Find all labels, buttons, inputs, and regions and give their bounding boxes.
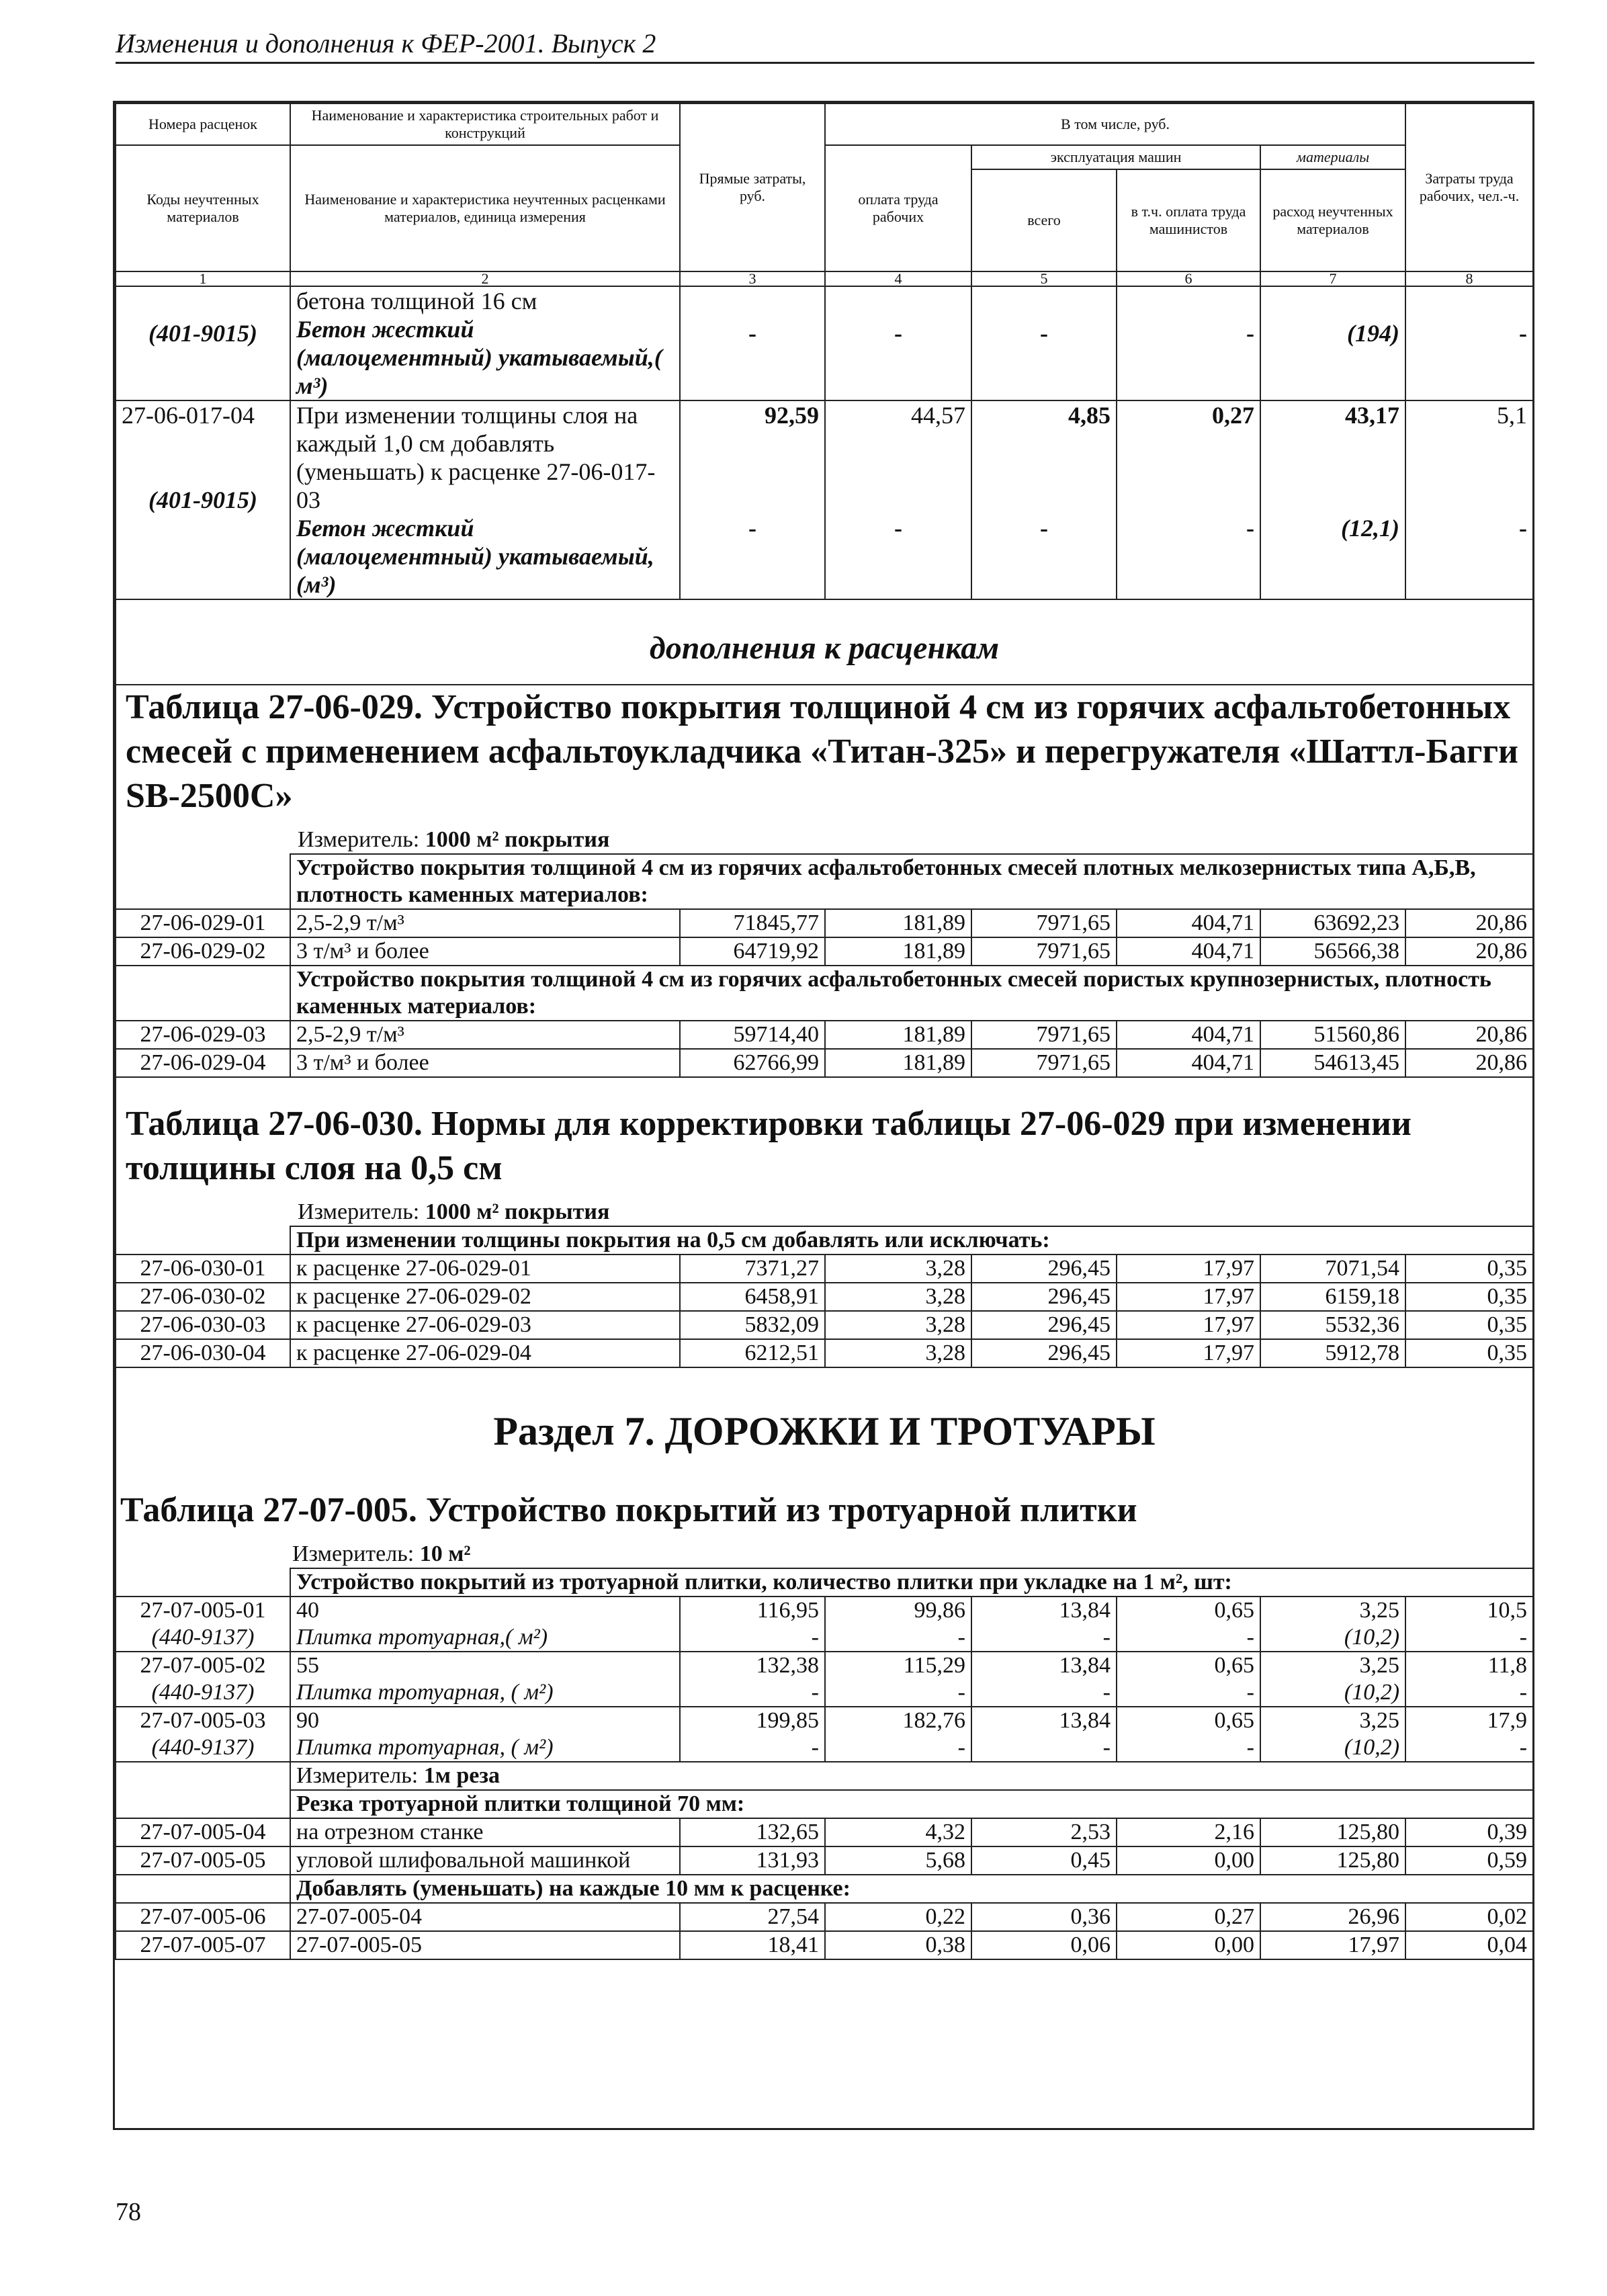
measure2 xyxy=(290,1762,1533,1790)
cell-mach-wages: 404,71 xyxy=(1117,1021,1260,1049)
hdr-labor: Затраты труда рабочих, чел.-ч. xyxy=(1405,103,1533,271)
col-num: 5 xyxy=(971,271,1117,286)
cell-mach: 296,45 xyxy=(971,1283,1117,1311)
cell-materials: (10,2) xyxy=(1260,1734,1405,1762)
cell-direct: 132,38 xyxy=(680,1652,825,1679)
cell-materials: 3,25 xyxy=(1260,1597,1405,1624)
cell-labor: - xyxy=(1405,1734,1533,1762)
page-header xyxy=(116,26,1534,64)
cell-mach: - xyxy=(971,1679,1117,1707)
table-row xyxy=(116,1049,1533,1077)
cell-wages xyxy=(825,400,971,599)
cell-mach: 7971,65 xyxy=(971,1021,1117,1049)
cell-value: 44,57 xyxy=(911,402,965,429)
cell-labor: 0,59 xyxy=(1405,1846,1533,1875)
row-code: 27-06-029-03 xyxy=(116,1021,290,1049)
row-text: 27-07-005-05 xyxy=(290,1931,680,1959)
group-label: Устройство покрытия толщиной 4 см из горячих асфальтобетонных смесей пористых крупнозернистых, плотность каменных материалов: xyxy=(290,966,1533,1021)
row-text: 90 xyxy=(290,1707,680,1734)
t030-caption-row xyxy=(116,1077,1533,1226)
row-code-cell xyxy=(116,400,290,599)
table-row xyxy=(116,1652,1533,1679)
col-num: 2 xyxy=(290,271,680,286)
table-row xyxy=(116,1597,1533,1624)
cell-direct: 199,85 xyxy=(680,1707,825,1734)
hdr-material-codes: Коды неучтенных материалов xyxy=(116,145,290,271)
cell-mach: 296,45 xyxy=(971,1339,1117,1367)
cell-mach: - xyxy=(971,1624,1117,1652)
cell-mach: - xyxy=(971,286,1117,400)
cell-mach-wages: 404,71 xyxy=(1117,937,1260,966)
t029-caption: Таблица 27-06-029. Устройство покрытия толщиной 4 см из горячих асфальтобетонных смесей с применением асфальтоукладчика «Титан-325» и перегружателя «Шаттл-Багги SB-2500C» xyxy=(126,688,1519,815)
cell-mach-wages: 17,97 xyxy=(1117,1255,1260,1283)
cell-materials: 7071,54 xyxy=(1260,1255,1405,1283)
row-material: Бетон жесткий (малоцементный) укатываемый,( м³) xyxy=(296,316,662,399)
cell-mach-wages: 0,27 xyxy=(1117,1903,1260,1931)
row-code: 27-06-030-04 xyxy=(116,1339,290,1367)
row-code: 27-07-005-03 xyxy=(116,1707,290,1734)
hdr-including: В том числе, руб. xyxy=(825,103,1405,145)
cell-wages: 5,68 xyxy=(825,1846,971,1875)
cell-wages: 0,38 xyxy=(825,1931,971,1959)
header-row-1 xyxy=(116,103,1533,145)
row-text: к расценке 27-06-029-01 xyxy=(290,1255,680,1283)
cell-direct: 131,93 xyxy=(680,1846,825,1875)
row-code: (440-9137) xyxy=(116,1624,290,1652)
cell-materials: 5912,78 xyxy=(1260,1339,1405,1367)
row-text: 55 xyxy=(290,1652,680,1679)
cell-mach: 0,45 xyxy=(971,1846,1117,1875)
col-num: 7 xyxy=(1260,271,1405,286)
row-text: к расценке 27-06-029-04 xyxy=(290,1339,680,1367)
cell-direct: 27,54 xyxy=(680,1903,825,1931)
cell-materials xyxy=(1260,400,1405,599)
measure-label: Измеритель: xyxy=(298,827,425,852)
cell-wages: - xyxy=(825,286,971,400)
cell-direct: 132,65 xyxy=(680,1818,825,1846)
table-row xyxy=(116,909,1533,937)
cell-materials: (194) xyxy=(1260,286,1405,400)
cell-labor: 0,02 xyxy=(1405,1903,1533,1931)
table-row xyxy=(116,400,1533,599)
hdr-mat-usage: расход неучтенных материалов xyxy=(1260,169,1405,271)
t029-measure xyxy=(122,822,1527,853)
t005-measure xyxy=(116,1537,1532,1568)
cell-labor: 10,5 xyxy=(1405,1597,1533,1624)
t005-group3 xyxy=(116,1875,1533,1903)
document-frame xyxy=(113,101,1534,2130)
cell-direct: - xyxy=(680,286,825,400)
row-code: 27-07-005-01 xyxy=(116,1597,290,1624)
row-code: 27-07-005-07 xyxy=(116,1931,290,1959)
cell-mach-wages: - xyxy=(1117,286,1260,400)
cell-mach: 0,06 xyxy=(971,1931,1117,1959)
cell-labor: 0,35 xyxy=(1405,1283,1533,1311)
measure-label: Измеритель: xyxy=(292,1541,420,1566)
cell-mach: 13,84 xyxy=(971,1707,1117,1734)
cell-mach xyxy=(971,400,1117,599)
t030-measure xyxy=(122,1195,1527,1226)
subtitle-row xyxy=(116,599,1533,685)
cell-materials: 51560,86 xyxy=(1260,1021,1405,1049)
row-text-cont: бетона толщиной 16 см xyxy=(296,288,537,314)
table-row xyxy=(116,1311,1533,1339)
cell-mach: 296,45 xyxy=(971,1255,1117,1283)
cell-direct: 5832,09 xyxy=(680,1311,825,1339)
cell-value: 5,1 xyxy=(1497,402,1528,429)
cell-direct: 6458,91 xyxy=(680,1283,825,1311)
row-text: 27-07-005-04 xyxy=(290,1903,680,1931)
cell-wages: 3,28 xyxy=(825,1255,971,1283)
t029-group1 xyxy=(116,854,1533,909)
table-row xyxy=(116,1818,1533,1846)
row-text: Плитка тротуарная,( м²) xyxy=(290,1624,680,1652)
cell-value: - xyxy=(1246,515,1254,542)
cell-mach-wages: 17,97 xyxy=(1117,1283,1260,1311)
section-row xyxy=(116,1367,1533,1568)
row-code: 27-06-030-02 xyxy=(116,1283,290,1311)
cell-mach: 13,84 xyxy=(971,1652,1117,1679)
row-text xyxy=(290,400,680,599)
cell-mach: 7971,65 xyxy=(971,937,1117,966)
hdr-name: Наименование и характеристика строительных работ и конструкций xyxy=(290,103,680,145)
cell-direct: - xyxy=(680,1734,825,1762)
row-code: 27-06-029-04 xyxy=(116,1049,290,1077)
cell-value: - xyxy=(748,515,756,542)
cell-wages: - xyxy=(825,1734,971,1762)
cell-value: - xyxy=(1519,515,1528,542)
hdr-mach-wages: в т.ч. оплата труда машинистов xyxy=(1117,169,1260,271)
cell-direct xyxy=(680,400,825,599)
cell-materials: (10,2) xyxy=(1260,1679,1405,1707)
row-text: 2,5-2,9 т/м³ xyxy=(290,909,680,937)
t005-group1 xyxy=(116,1568,1533,1597)
cell-wages: - xyxy=(825,1624,971,1652)
row-code: 27-06-030-01 xyxy=(116,1255,290,1283)
cell-wages: 181,89 xyxy=(825,909,971,937)
cell-value: 4,85 xyxy=(1068,402,1111,429)
row-text: Плитка тротуарная, ( м²) xyxy=(290,1734,680,1762)
col-num: 1 xyxy=(116,271,290,286)
hdr-materials: материалы xyxy=(1260,145,1405,169)
cell-wages: 181,89 xyxy=(825,937,971,966)
row-code: (401-9015) xyxy=(116,286,290,400)
col-num: 3 xyxy=(680,271,825,286)
table-row xyxy=(116,1679,1533,1707)
row-text-main: При изменении толщины слоя на каждый 1,0 см добавлять (уменьшать) к расценке 27-06-017-03 xyxy=(296,402,656,513)
cell-materials: 125,80 xyxy=(1260,1846,1405,1875)
main-table xyxy=(115,103,1534,1960)
t029-caption-row xyxy=(116,685,1533,854)
measure-value: 1000 м² покрытия xyxy=(425,1199,610,1224)
cell-materials: 6159,18 xyxy=(1260,1283,1405,1311)
cell-labor xyxy=(1405,400,1533,599)
t005-caption: Таблица 27-07-005. Устройство покрытий из тротуарной плитки xyxy=(120,1491,1137,1529)
cell-value: 0,27 xyxy=(1212,402,1254,429)
t030-caption-cell xyxy=(116,1077,1533,1226)
section-title: Раздел 7. ДОРОЖКИ И ТРОТУАРЫ xyxy=(493,1409,1156,1453)
cell-materials: 63692,23 xyxy=(1260,909,1405,937)
cell-direct: 116,95 xyxy=(680,1597,825,1624)
t030-group1 xyxy=(116,1226,1533,1255)
cell-wages: 3,28 xyxy=(825,1339,971,1367)
cell-wages: 4,32 xyxy=(825,1818,971,1846)
cell-direct: 64719,92 xyxy=(680,937,825,966)
table-row xyxy=(116,1734,1533,1762)
cell-mach-wages: 0,65 xyxy=(1117,1707,1260,1734)
cell-materials: (10,2) xyxy=(1260,1624,1405,1652)
row-code: 27-06-030-03 xyxy=(116,1311,290,1339)
cell-labor: - xyxy=(1405,1624,1533,1652)
cell-mach: 2,53 xyxy=(971,1818,1117,1846)
row-code: 27-07-005-04 xyxy=(116,1818,290,1846)
cell-direct: - xyxy=(680,1624,825,1652)
cell-mach-wages: 2,16 xyxy=(1117,1818,1260,1846)
column-numbers-row xyxy=(116,271,1533,286)
row-text: 3 т/м³ и более xyxy=(290,937,680,966)
hdr-mach-total: всего xyxy=(971,169,1117,271)
cell-direct: 71845,77 xyxy=(680,909,825,937)
row-text: 3 т/м³ и более xyxy=(290,1049,680,1077)
col-num: 8 xyxy=(1405,271,1533,286)
table-row xyxy=(116,1624,1533,1652)
table-row xyxy=(116,1339,1533,1367)
hdr-material-name: Наименование и характеристика неучтенных расценками материалов, единица измерения xyxy=(290,145,680,271)
hdr-direct-costs: Прямые затраты, руб. xyxy=(680,103,825,271)
table-row xyxy=(116,1846,1533,1875)
cell-mach: 296,45 xyxy=(971,1311,1117,1339)
group-label: При изменении толщины покрытия на 0,5 см добавлять или исключать: xyxy=(290,1226,1533,1255)
cell-mach-wages xyxy=(1117,400,1260,599)
section-cell xyxy=(116,1367,1533,1568)
group-label: Добавлять (уменьшать) на каждые 10 мм к расценке: xyxy=(290,1875,1533,1903)
t005-group2 xyxy=(116,1790,1533,1818)
cell-wages: - xyxy=(825,1679,971,1707)
cell-labor: - xyxy=(1405,286,1533,400)
t029-caption-cell xyxy=(116,685,1533,854)
cell-mach: 13,84 xyxy=(971,1597,1117,1624)
cell-labor: 20,86 xyxy=(1405,909,1533,937)
cell-mach-wages: - xyxy=(1117,1679,1260,1707)
hdr-codes: Номера расценок xyxy=(116,103,290,145)
cell-mach: 7971,65 xyxy=(971,1049,1117,1077)
cell-mach-wages: 404,71 xyxy=(1117,1049,1260,1077)
col-num: 6 xyxy=(1117,271,1260,286)
cell-wages: 3,28 xyxy=(825,1283,971,1311)
cell-wages: 181,89 xyxy=(825,1021,971,1049)
hdr-machines: эксплуатация машин xyxy=(971,145,1260,169)
cell-materials: 54613,45 xyxy=(1260,1049,1405,1077)
measure-value: 1000 м² покрытия xyxy=(425,827,610,852)
cell-labor: 0,35 xyxy=(1405,1339,1533,1367)
cell-value: 43,17 xyxy=(1345,402,1400,429)
header-row-2 xyxy=(116,145,1533,169)
table-row xyxy=(116,1903,1533,1931)
cell-wages: 0,22 xyxy=(825,1903,971,1931)
row-code: 27-06-017-04 xyxy=(122,402,255,429)
t029-group2 xyxy=(116,966,1533,1021)
row-code: 27-06-029-01 xyxy=(116,909,290,937)
row-material: Бетон жесткий (малоцементный) укатываемый, (м³) xyxy=(296,515,654,598)
row-text: угловой шлифовальной машинкой xyxy=(290,1846,680,1875)
cell-materials: 3,25 xyxy=(1260,1707,1405,1734)
row-code: 27-06-029-02 xyxy=(116,937,290,966)
cell-materials: 5532,36 xyxy=(1260,1311,1405,1339)
cell-value: 92,59 xyxy=(765,402,819,429)
group-label: Резка тротуарной плитки толщиной 70 мм: xyxy=(290,1790,1533,1818)
cell-mach-wages: 17,97 xyxy=(1117,1311,1260,1339)
row-text: 40 xyxy=(290,1597,680,1624)
cell-mach-wages: 404,71 xyxy=(1117,909,1260,937)
cell-direct: 7371,27 xyxy=(680,1255,825,1283)
table-row xyxy=(116,286,1533,400)
col-num: 4 xyxy=(825,271,971,286)
subtitle: дополнения к расценкам xyxy=(116,599,1533,685)
row-text: к расценке 27-06-029-02 xyxy=(290,1283,680,1311)
cell-mach: 7971,65 xyxy=(971,909,1117,937)
cell-wages: 99,86 xyxy=(825,1597,971,1624)
measure-label: Измеритель: xyxy=(298,1199,425,1224)
cell-labor: 0,35 xyxy=(1405,1311,1533,1339)
cell-wages: 115,29 xyxy=(825,1652,971,1679)
table-row xyxy=(116,1707,1533,1734)
t030-caption: Таблица 27-06-030. Нормы для корректировки таблицы 27-06-029 при изменении толщины слоя на 0,5 см xyxy=(126,1105,1411,1187)
cell-mach-wages: 0,00 xyxy=(1117,1846,1260,1875)
measure-label: Измеритель: xyxy=(296,1763,424,1788)
group-label: Устройство покрытий из тротуарной плитки, количество плитки при укладке на 1 м², шт: xyxy=(290,1568,1533,1597)
page-number: 78 xyxy=(116,2198,141,2226)
cell-materials: 26,96 xyxy=(1260,1903,1405,1931)
cell-labor: 0,39 xyxy=(1405,1818,1533,1846)
row-text: 2,5-2,9 т/м³ xyxy=(290,1021,680,1049)
cell-labor: 0,35 xyxy=(1405,1255,1533,1283)
group-label: Устройство покрытия толщиной 4 см из горячих асфальтобетонных смесей плотных мелкозернистых типа А,Б,В, плотность каменных материалов: xyxy=(290,854,1533,909)
cell-wages: 3,28 xyxy=(825,1311,971,1339)
measure-value: 1м реза xyxy=(423,1763,501,1788)
cell-mach-wages: 0,00 xyxy=(1117,1931,1260,1959)
table-row xyxy=(116,937,1533,966)
cell-labor: 0,04 xyxy=(1405,1931,1533,1959)
cell-wages: 182,76 xyxy=(825,1707,971,1734)
cell-labor: - xyxy=(1405,1679,1533,1707)
cell-direct: 59714,40 xyxy=(680,1021,825,1049)
row-text: Плитка тротуарная, ( м²) xyxy=(290,1679,680,1707)
cell-value: - xyxy=(1040,515,1048,542)
cell-mach: 0,36 xyxy=(971,1903,1117,1931)
cell-materials: 3,25 xyxy=(1260,1652,1405,1679)
row-text: к расценке 27-06-029-03 xyxy=(290,1311,680,1339)
cell-direct: 6212,51 xyxy=(680,1339,825,1367)
cell-labor: 20,86 xyxy=(1405,1021,1533,1049)
row-text: на отрезном станке xyxy=(290,1818,680,1846)
table-row xyxy=(116,1931,1533,1959)
cell-mach-wages: 0,65 xyxy=(1117,1597,1260,1624)
table-row xyxy=(116,1255,1533,1283)
row-code: 27-07-005-02 xyxy=(116,1652,290,1679)
cell-direct: - xyxy=(680,1679,825,1707)
cell-mach: - xyxy=(971,1734,1117,1762)
cell-labor: 20,86 xyxy=(1405,1049,1533,1077)
cell-mach-wages: - xyxy=(1117,1734,1260,1762)
cell-direct: 18,41 xyxy=(680,1931,825,1959)
cell-materials: 125,80 xyxy=(1260,1818,1405,1846)
row-code-material: (401-9015) xyxy=(148,486,257,513)
cell-direct: 62766,99 xyxy=(680,1049,825,1077)
row-code: 27-07-005-05 xyxy=(116,1846,290,1875)
cell-mach-wages: 17,97 xyxy=(1117,1339,1260,1367)
t005-measure2-row xyxy=(116,1762,1533,1790)
row-code: (440-9137) xyxy=(116,1679,290,1707)
cell-labor: 17,9 xyxy=(1405,1707,1533,1734)
cell-materials: 56566,38 xyxy=(1260,937,1405,966)
row-code: 27-07-005-06 xyxy=(116,1903,290,1931)
cell-mach-wages: - xyxy=(1117,1624,1260,1652)
cell-mach-wages: 0,65 xyxy=(1117,1652,1260,1679)
cell-wages: 181,89 xyxy=(825,1049,971,1077)
cell-labor: 11,8 xyxy=(1405,1652,1533,1679)
table-row xyxy=(116,1283,1533,1311)
cell-value: - xyxy=(894,515,902,542)
table-row xyxy=(116,1021,1533,1049)
cell-value: (12,1) xyxy=(1341,515,1400,542)
cell-materials: 17,97 xyxy=(1260,1931,1405,1959)
row-code: (440-9137) xyxy=(116,1734,290,1762)
header-title: Изменения и дополнения к ФЕР-2001. Выпуск 2 xyxy=(116,28,656,58)
row-text xyxy=(290,286,680,400)
cell-labor: 20,86 xyxy=(1405,937,1533,966)
measure-value: 10 м² xyxy=(419,1541,471,1566)
hdr-wages: оплата труда рабочих xyxy=(825,145,971,271)
